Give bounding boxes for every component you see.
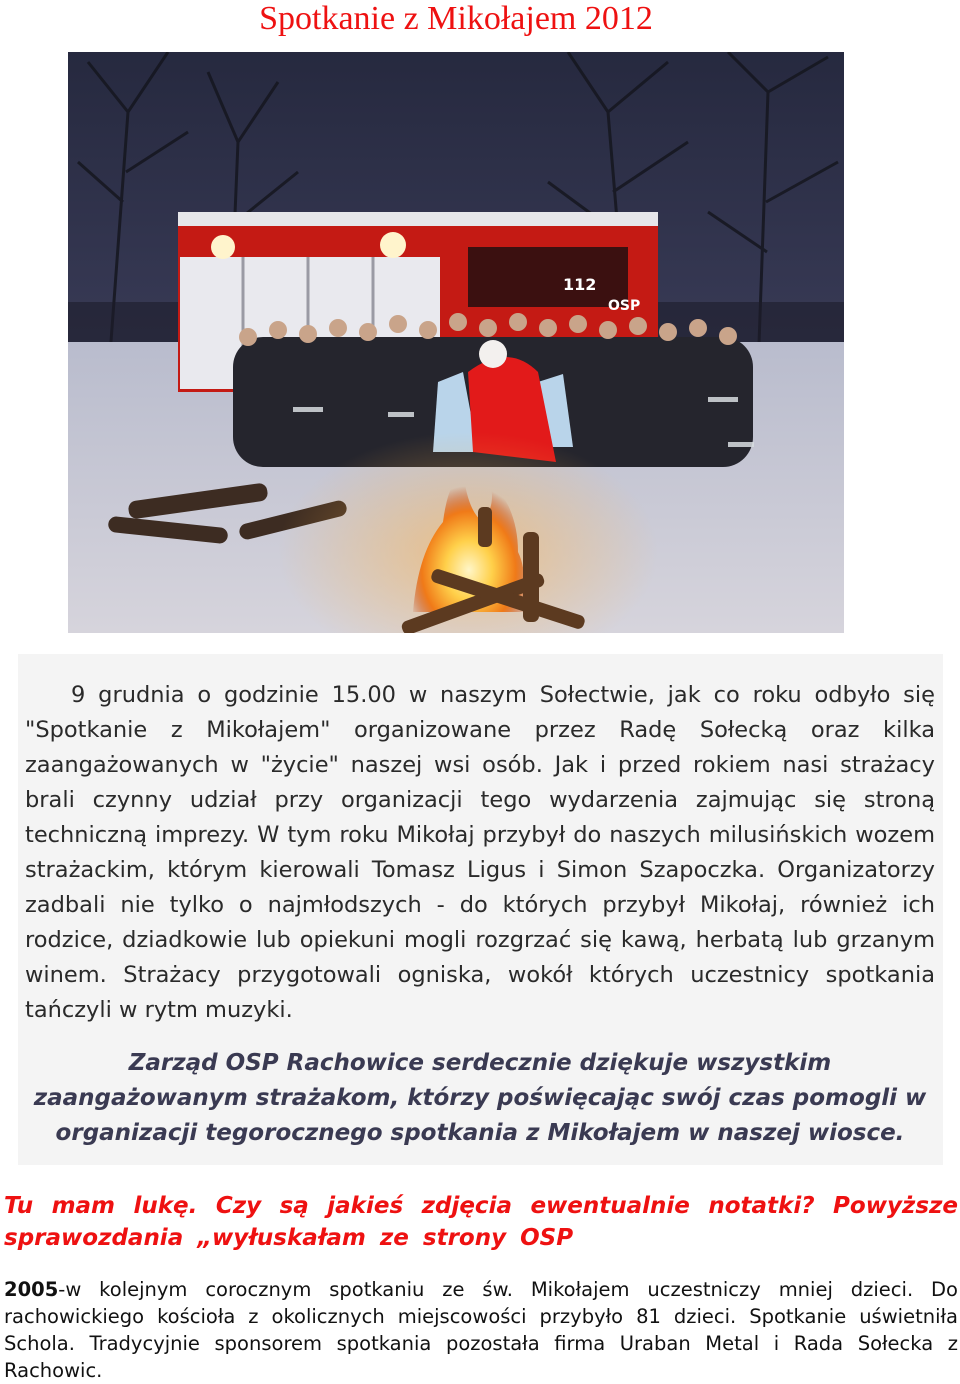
report-year: 2005 [4,1278,59,1301]
article-paragraph: 9 grudnia o godzinie 15.00 w naszym Sołectwie, jak co roku odbyło się "Spotkanie z Mikołajem" organizowane przez Radę Sołecką oraz kilka zaangażowanych w "życie" naszej wsi osób. Jak i przed rokiem nasi strażacy brali czynny udział przy organizacji tego wydarzenia zajmując się stroną techniczną imprezy. W tym roku Mikołaj przybył do naszych milusińskich wozem strażackim, którym kierowali Tomasz Ligus i Simon Szapoczka. Organizatorzy zadbali nie tylko o najmłodszych - do których przybył Mikołaj, również ich rodzice, dziadkowie lub opiekuni mogli rozgrzać się kawą, herbatą lub grzanym winem. Strażacy przygotowali ogniska, wokół których uczestnicy spotkania tańczyli w rytm muzyki. [25,682,935,1023]
article-box [18,654,943,1165]
thanks-message: Zarząd OSP Rachowice serdecznie dziękuje wszystkim zaangażowanym strażakom, którzy poświęcając swój czas pomogli w organizacji tegorocznego spotkania z Mikołajem w naszej wiosce. [33,1050,927,1146]
event-photo [68,52,844,633]
report-2005 [4,1276,958,1384]
report-text: -w kolejnym corocznym spotkaniu ze św. Mikołajem uczestniczy mniej dzieci. Do rachowickiego kościoła z okolicznych miejscowości przybyło 81 dzieci. Spotkanie uświetniła Schola. Tradycyjnie sponsorem spotkania pozostała firma Uraban Metal i Rada Sołecka z Rachowic. [4,1278,958,1382]
page-title: Spotkanie z Mikołajem 2012 [259,0,653,37]
truck-number: 112 [563,275,597,294]
author-note: Tu mam lukę. Czy są jakieś zdjęcia ewentualnie notatki? Powyższe sprawozdania „wyłuskałam ze strony OSP [4,1193,958,1251]
truck-label: OSP [608,298,641,314]
group-photo-illustration [68,52,844,633]
